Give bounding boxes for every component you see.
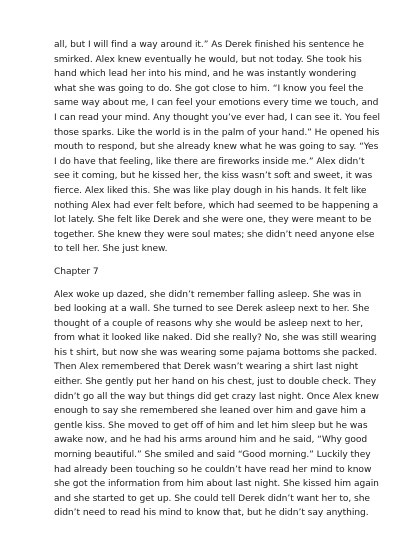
document-page xyxy=(54,38,380,521)
paragraph-1: all, but I will find a way around it.” As Derek finished his sentence he smirked. Alex knew eventually he would, but not today. She took his hand which lead her into his mind, and he was instantly wondering what she was going to do. She got close to him. “I know you feel the same way about me, I can feel your emotions every time we touch, and I can read your mind. Any thought you’ve ever had, I can see it. You feel those sparks. Like the world is in the palm of your hand.” He opened his mouth to respond, but she already knew what he was going to say. “Yes I do have that feeling, like there are fireworks inside me.” Alex didn’t see it coming, but he kissed her, the kiss wasn’t soft and sweet, it was fierce. Alex liked this. She was like play dough in his hands. It felt like nothing Alex had ever felt before, which had seemed to be happening a lot lately. She felt like Derek and she were one, they were meant to be together. She knew they were soul mates; she didn’t need anyone else to tell her. She just knew. xyxy=(54,40,380,255)
chapter-heading: Chapter 7 xyxy=(54,266,99,277)
paragraph-2: Alex woke up dazed, she didn’t remember falling asleep. She was in bed looking at a wall. She turned to see Derek asleep next to her. She thought of a couple of reasons why she would be asleep next to her, from what it looked like naked. Did she really? No, she was still wearing his t shirt, but now she was wearing some pajama bottoms she packed. Then Alex remembered that Derek wasn’t wearing a shirt last night either. She gently put her hand on his chest, just to double check. They didn’t go all the way but things did get crazy last night. Once Alex knew enough to say she remembered she leaned over him and gave him a gentle kiss. She moved to get off of him and let him sleep but he was awake now, and he had his arms around him and he said, “Why good morning beautiful.” She smiled and said “Good morning.” Luckily they had already been touching so he couldn’t have read her mind to know she got the information from him about last night. She kissed him again and she started to get up. She could tell Derek didn’t want her to, she didn’t need to read his mind to know that, but he didn’t say anything. xyxy=(54,289,379,519)
